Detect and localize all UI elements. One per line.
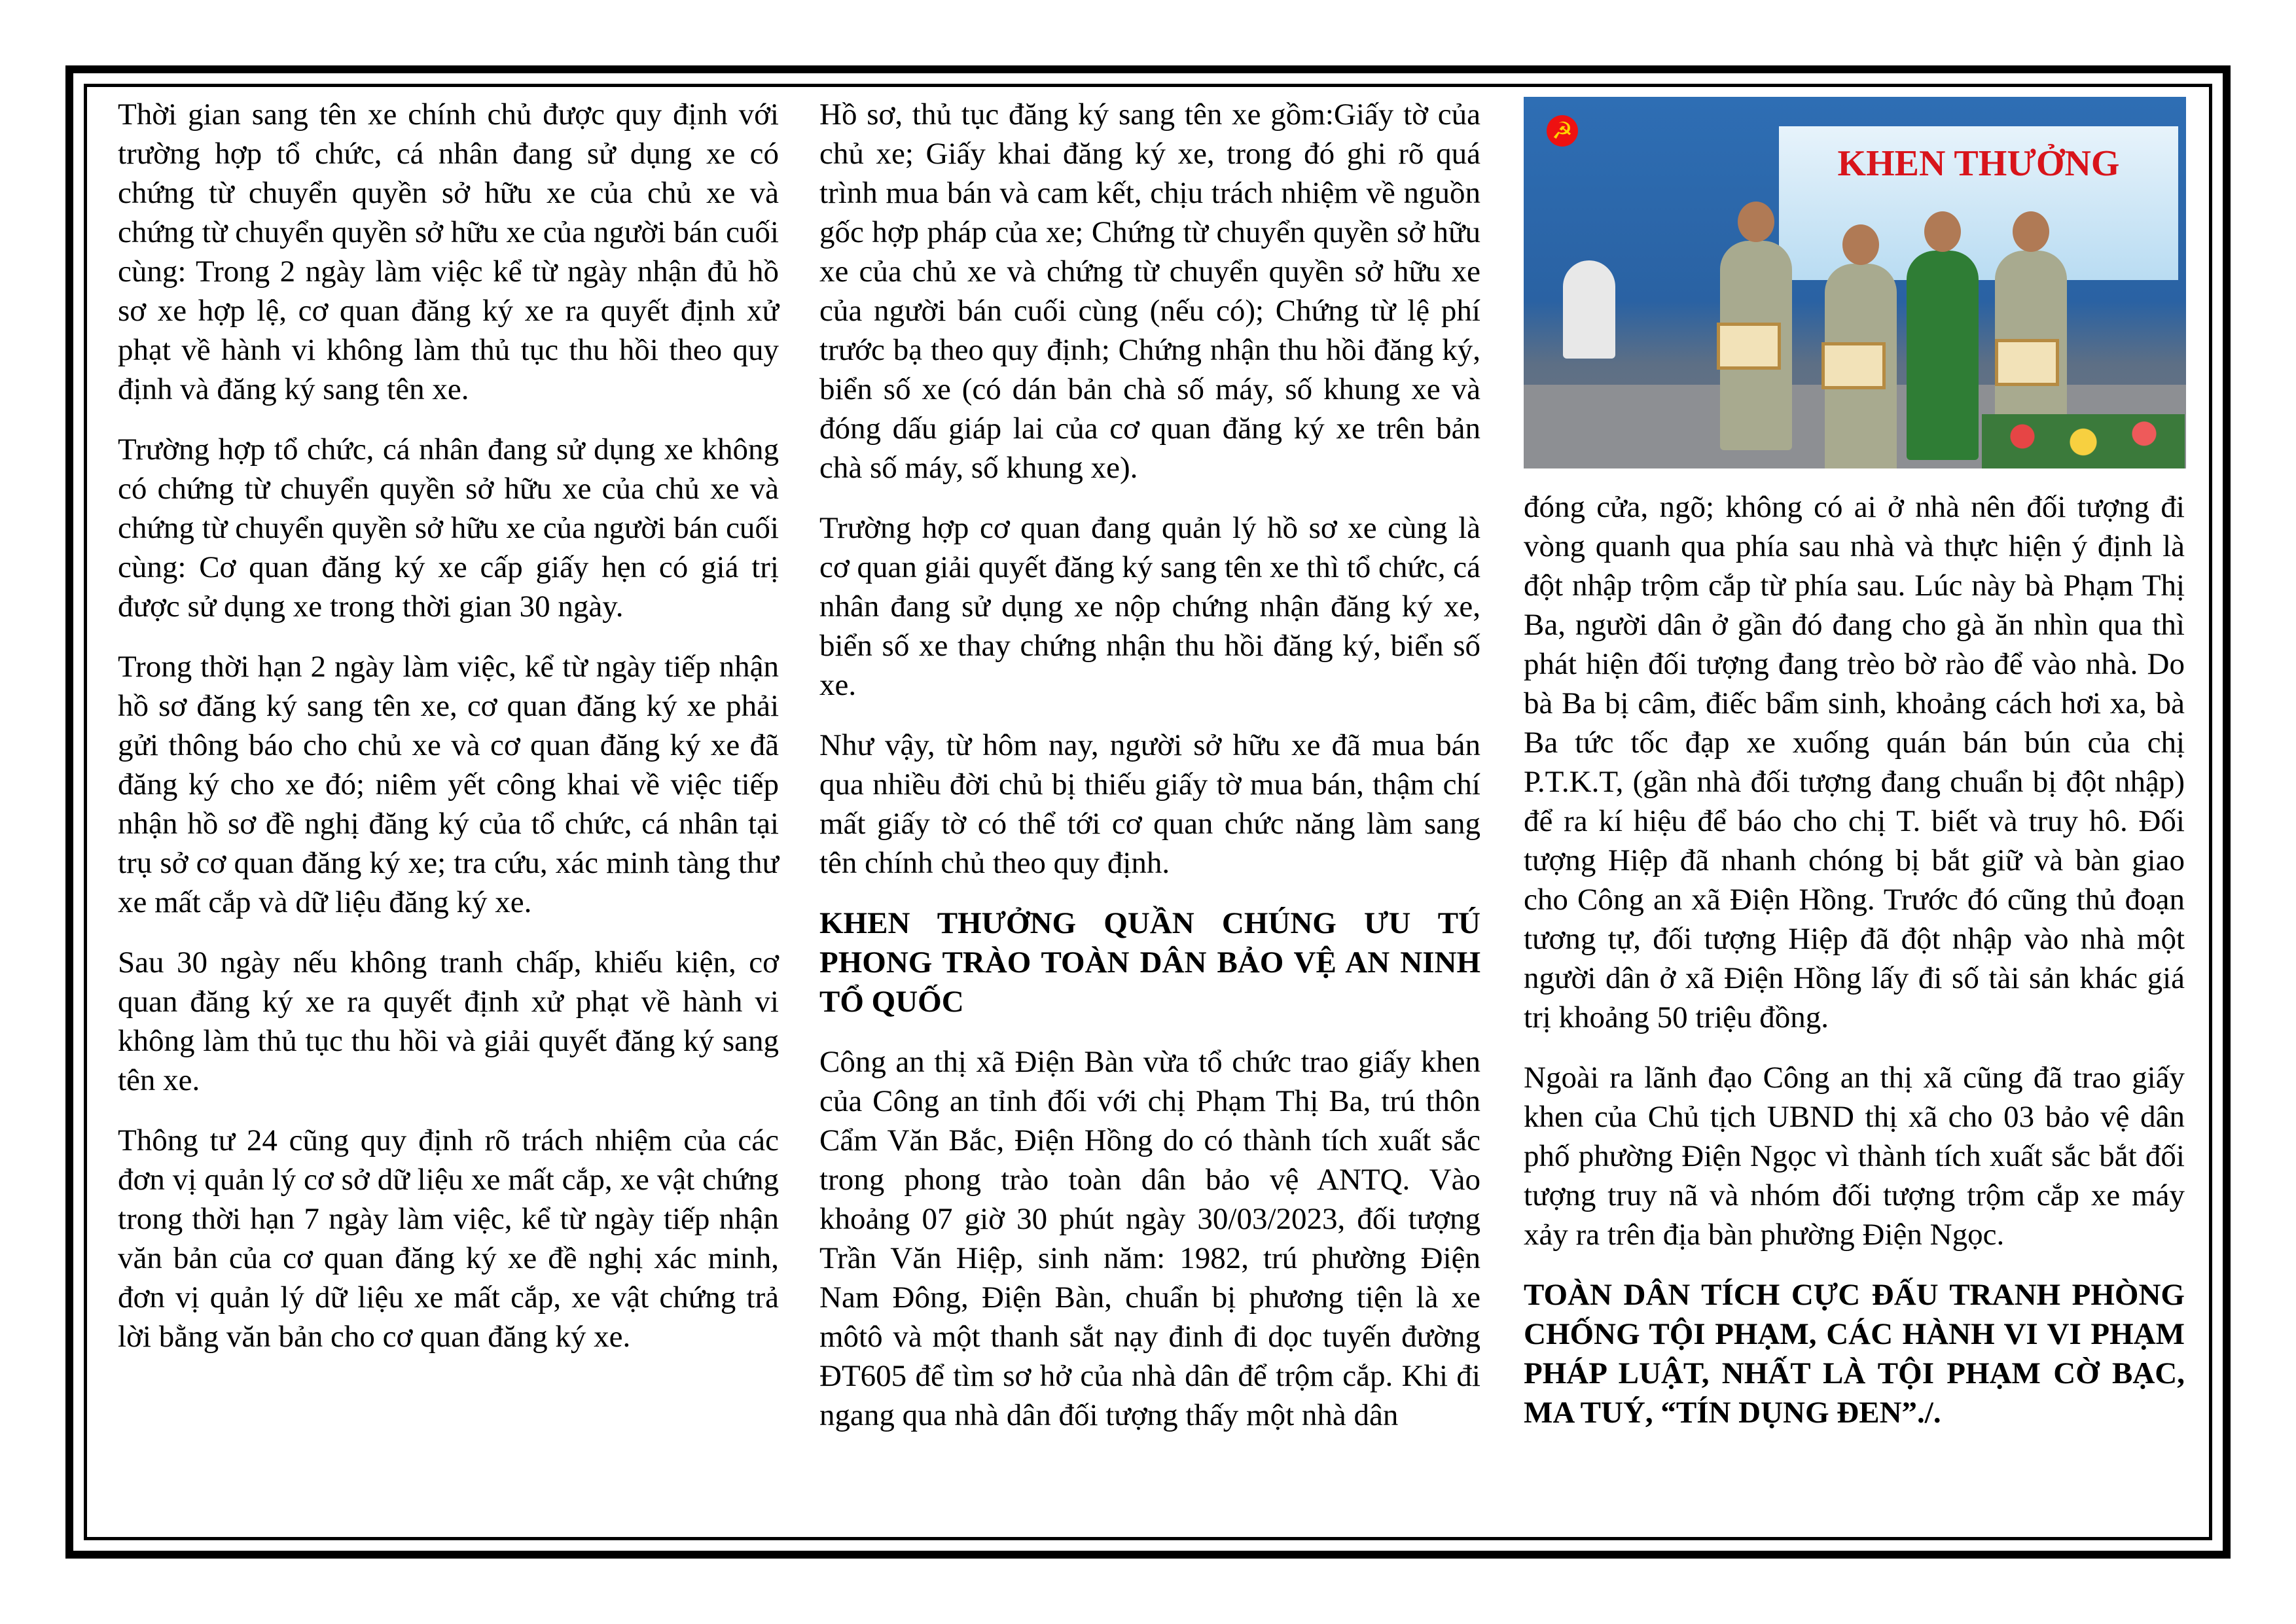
- flower-arrangement: [1982, 414, 2185, 468]
- banner-title: KHEN THƯỞNG: [1837, 143, 2120, 184]
- paragraph: Thông tư 24 cũng quy định rõ trách nhiệm của các đơn vị quản lý cơ sở dữ liệu xe mất cắp, xe vật chứng trong thời hạn 7 ngày làm việc, kể từ ngày tiếp nhận văn bản của cơ quan đăng ký xe đề nghị xác minh, đơn vị quản lý dữ liệu xe mất cắp, xe vật chứng trả lời bằng văn bản cho cơ quan đăng ký xe.: [118, 1123, 779, 1354]
- statue-bust: [1563, 260, 1615, 359]
- person-head: [2013, 211, 2049, 252]
- closing-slogan: TOÀN DÂN TÍCH CỰC ĐẤU TRANH PHÒNG CHỐNG TỘI PHẠM, CÁC HÀNH VI VI PHẠM PHÁP LUẬT, NHẤT LÀ TỘI PHẠM CỜ BẠC, MA TUÝ, “TÍN DỤNG ĐEN”./.: [1524, 1278, 2185, 1430]
- paragraph: Thời gian sang tên xe chính chủ được quy định với trường hợp tổ chức, cá nhân đang sử dụng xe có chứng từ chuyển quyền sở hữu xe của chủ xe và chứng từ chuyển quyền sở hữu xe của người bán cuối cùng: Trong 2 ngày làm việc kể từ ngày nhận đủ hồ sơ xe hợp lệ, cơ quan đăng ký xe ra quyết định xử phạt về hành vi không làm thủ tục thu hồi theo quy định và đăng ký sang tên xe.: [118, 97, 779, 406]
- paragraph: Sau 30 ngày nếu không tranh chấp, khiếu kiện, cơ quan đăng ký xe ra quyết định xử phạt về hành vi không làm thủ tục thu hồi và giải quyết đăng ký sang tên xe.: [118, 945, 779, 1097]
- certificate-frame: [1995, 339, 2059, 386]
- person-head: [1738, 202, 1774, 242]
- certificate-frame: [1717, 323, 1781, 370]
- person-head: [1924, 211, 1961, 252]
- column-2: [819, 95, 1480, 1456]
- section-heading: KHEN THƯỞNG QUẦN CHÚNG ƯU TÚ PHONG TRÀO TOÀN DÂN BẢO VỆ AN NINH TỔ QUỐC: [819, 906, 1480, 1019]
- column-1: [118, 95, 779, 1377]
- paragraph: Như vậy, từ hôm nay, người sở hữu xe đã mua bán qua nhiều đời chủ bị thiếu giấy tờ mua bán, thậm chí mất giấy tờ có thể tới cơ quan chức năng làm sang tên chính chủ theo quy định.: [819, 728, 1480, 880]
- paragraph: Ngoài ra lãnh đạo Công an thị xã cũng đã trao giấy khen của Chủ tịch UBND thị xã cho 03 bảo vệ dân phố phường Điện Ngọc vì thành tích xuất sắc bắt đối tượng truy nã và nhóm đối tượng trộm cắp xe máy xảy ra trên địa bàn phường Điện Ngọc.: [1524, 1061, 2185, 1252]
- award-ceremony-photo: [1524, 97, 2186, 468]
- paragraph: Hồ sơ, thủ tục đăng ký sang tên xe gồm:Giấy tờ của chủ xe; Giấy khai đăng ký xe, trong đó ghi rõ quá trình mua bán và cam kết, chịu trách nhiệm về nguồn gốc hợp pháp của xe; Chứng từ chuyển quyền sở hữu xe của chủ xe và chứng từ chuyển quyền sở hữu xe của người bán cuối cùng (nếu có); Chứng từ lệ phí trước bạ theo quy định; Chứng nhận thu hồi đăng ký, biển số xe (có dán bản chà số máy, số khung xe và đóng dấu giáp lai của cơ quan đăng ký xe trên bản chà số máy, số khung xe).: [819, 97, 1480, 485]
- hammer-sickle-flag-icon: ☭: [1547, 115, 1578, 147]
- paragraph: đóng cửa, ngõ; không có ai ở nhà nên đối tượng đi vòng quanh qua phía sau nhà và thực hiện ý định là đột nhập trộm cắp từ phía sau. Lúc này bà Phạm Thị Ba, người dân ở gần đó đang cho gà ăn nhìn qua thì phát hiện đối tượng đang trèo bờ rào để vào nhà. Do bà Ba bị câm, điếc bẩm sinh, khoảng cách hơi xa, bà Ba tức tốc đạp xe xuống quán bán bún của chị P.T.K.T, (gần nhà đối tượng đang chuẩn bị đột nhập) để ra kí hiệu để báo cho chị T. biết và truy hô. Đối tượng Hiệp đã nhanh chóng bị bắt giữ và bàn giao cho Công an xã Điện Hồng. Trước đó cũng thủ đoạn tương tự, đối tượng Hiệp đã đột nhập vào nhà một người dân ở xã Điện Hồng lấy đi số tài sản khác giá trị khoảng 50 triệu đồng.: [1524, 490, 2185, 1034]
- paragraph: Công an thị xã Điện Bàn vừa tổ chức trao giấy khen của Công an tỉnh đối với chị Phạm Thị Ba, trú thôn Cẩm Văn Bắc, Điện Hồng do có thành tích xuất sắc trong phong trào toàn dân bảo vệ ANTQ. Vào khoảng 07 giờ 30 phút ngày 30/03/2023, đối tượng Trần Văn Hiệp, sinh năm: 1982, trú phường Điện Nam Đông, Điện Bàn, chuẩn bị phương tiện là xe môtô và một thanh sắt nạy đinh đi dọc tuyến đường ĐT605 để tìm sơ hở của nhà dân để trộm cắp. Khi đi ngang qua nhà dân đối tượng thấy một nhà dân: [819, 1045, 1480, 1432]
- paragraph: Trường hợp tổ chức, cá nhân đang sử dụng xe không có chứng từ chuyển quyền sở hữu xe của chủ xe và chứng từ chuyển quyền sở hữu xe của người bán cuối cùng: Cơ quan đăng ký xe cấp giấy hẹn có giá trị được sử dụng xe trong thời gian 30 ngày.: [118, 432, 779, 624]
- column-3: [1524, 487, 2185, 1453]
- police-officer-figure: [1907, 251, 1979, 460]
- paragraph: Trường hợp cơ quan đang quản lý hồ sơ xe cùng là cơ quan giải quyết đăng ký sang tên xe thì tổ chức, cá nhân đang sử dụng xe nộp chứng nhận đăng ký xe, biển số xe thay chứng nhận thu hồi đăng ký, biển số xe.: [819, 511, 1480, 702]
- certificate-frame: [1821, 342, 1886, 389]
- paragraph: Trong thời hạn 2 ngày làm việc, kể từ ngày tiếp nhận hồ sơ đăng ký sang tên xe, cơ quan đăng ký xe phải gửi thông báo cho chủ xe và cơ quan đăng ký xe đã đăng ký cho xe đó; niêm yết công khai về việc tiếp nhận hồ sơ đề nghị đăng ký của tổ chức, cá nhân tại trụ sở cơ quan đăng ký xe; tra cứu, xác minh tàng thư xe mất cắp và dữ liệu đăng ký xe.: [118, 650, 779, 919]
- person-head: [1842, 224, 1879, 265]
